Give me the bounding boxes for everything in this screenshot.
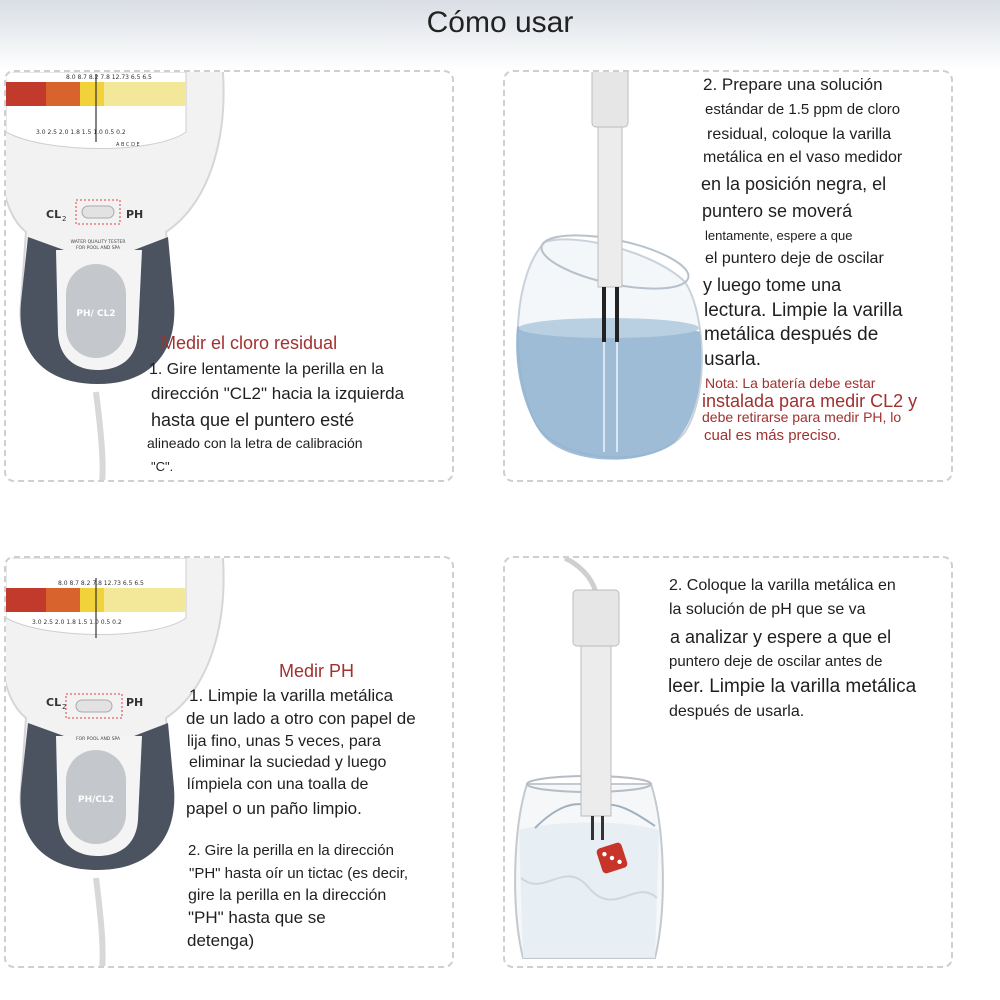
panel-ph-solution <box>503 556 953 968</box>
panel1-line: dirección "CL2" hacia la izquierda <box>151 384 405 403</box>
panel2-line: lentamente, espere a que <box>705 228 853 243</box>
battery-note: Nota: La batería debe estar <box>705 375 876 391</box>
dial-bottom-scale: 3.0 2.5 2.0 1.8 1.5 1.0 0.5 0.2 <box>32 619 122 626</box>
ph-label: PH <box>126 208 144 221</box>
panel-measure-ph <box>4 556 454 968</box>
panel2-line: metálica después de <box>704 324 879 345</box>
panel2-line: y luego tome una <box>703 275 842 295</box>
brand-line-2: FOR POOL AND SPA <box>75 737 121 742</box>
battery-note: cual es más preciso. <box>704 427 841 444</box>
panel2-line: el puntero deje de oscilar <box>705 250 884 267</box>
button-label: PH/CL2 <box>77 795 115 805</box>
dial-letters: A B C D E <box>116 142 140 148</box>
panel-measure-chlorine <box>4 70 454 482</box>
panel2-line: residual, coloque la varilla <box>707 126 892 143</box>
panel3-step1-line: lija fino, unas 5 veces, para <box>187 733 381 750</box>
ph-glass-illustration <box>505 558 953 968</box>
panel3-step1-line: 1. Limpie la varilla metálica <box>189 686 394 705</box>
panel1-heading: Medir el cloro residual <box>161 333 338 353</box>
cl2-subscript: 2 <box>62 215 67 223</box>
panel3-step2-line: detenga) <box>187 931 255 950</box>
panel4-line: 2. Coloque la varilla metálica en <box>669 577 896 594</box>
battery-note: debe retirarse para medir PH, lo <box>702 409 902 425</box>
dial-top-scale: 8.0 8.7 8.2 7.8 12.73 6.5 6.5 <box>58 580 144 587</box>
panel3-step1-line: eliminar la suciedad y luego <box>189 754 387 771</box>
panel1-line: hasta que el puntero esté <box>151 410 355 430</box>
dial-bottom-scale: 3.0 2.5 2.0 1.8 1.5 1.0 0.5 0.2 <box>36 129 126 136</box>
panel2-line: en la posición negra, el <box>701 174 887 194</box>
panel3-step2-line: "PH" hasta que se <box>188 908 326 927</box>
brand-line-2: FOR POOL AND SPA <box>75 246 121 251</box>
panel2-line: usarla. <box>704 349 762 370</box>
battery-note: instalada para medir CL2 y <box>702 391 918 411</box>
panel-chlorine-solution <box>503 70 953 482</box>
cl2-subscript: 2 <box>62 703 67 711</box>
brand-line-1: WATER QUALITY TESTER <box>70 240 126 245</box>
panel3-step1-line: límpiela con una toalla de <box>187 776 369 793</box>
panel2-line: lectura. Limpie la varilla <box>704 300 903 321</box>
panel1-line: 1. Gire lentamente la perilla en la <box>149 361 384 378</box>
panel4-line: después de usarla. <box>669 703 805 720</box>
panel2-line: puntero se moverá <box>702 201 853 221</box>
dial-top-scale: 8.0 8.7 8.2 7.8 12.73 6.5 6.5 <box>66 74 152 81</box>
panel3-step1-line: de un lado a otro con papel de <box>186 709 416 728</box>
button-label: PH/ CL2 <box>76 309 116 319</box>
page-title: Cómo usar <box>426 6 574 39</box>
panel1-line: alineado con la letra de calibración <box>147 435 363 451</box>
panel1-line: "C". <box>151 459 174 474</box>
panel4-line: a analizar y espere a que el <box>670 627 892 647</box>
panel3-step2-line: gire la perilla en la dirección <box>188 887 387 904</box>
panel3-heading: Medir PH <box>279 661 355 681</box>
panel2-line: estándar de 1.5 ppm de cloro <box>705 101 901 118</box>
panel2-line: 2. Prepare una solución <box>703 75 883 94</box>
cl2-label: CL <box>46 208 62 221</box>
panel4-line: puntero deje de oscilar antes de <box>669 653 883 670</box>
ph-label: PH <box>126 696 144 709</box>
panel3-step2-line: "PH" hasta oír un tictac (es decir, <box>189 865 409 882</box>
panel2-line: metálica en el vaso medidor <box>703 149 903 166</box>
panel3-step1-line: papel o un paño limpio. <box>186 799 362 818</box>
cl2-label: CL <box>46 696 62 709</box>
panel4-line: la solución de pH que se va <box>669 601 866 618</box>
panel3-step2-line: 2. Gire la perilla en la dirección <box>188 842 394 859</box>
panel4-line: leer. Limpie la varilla metálica <box>668 676 917 697</box>
